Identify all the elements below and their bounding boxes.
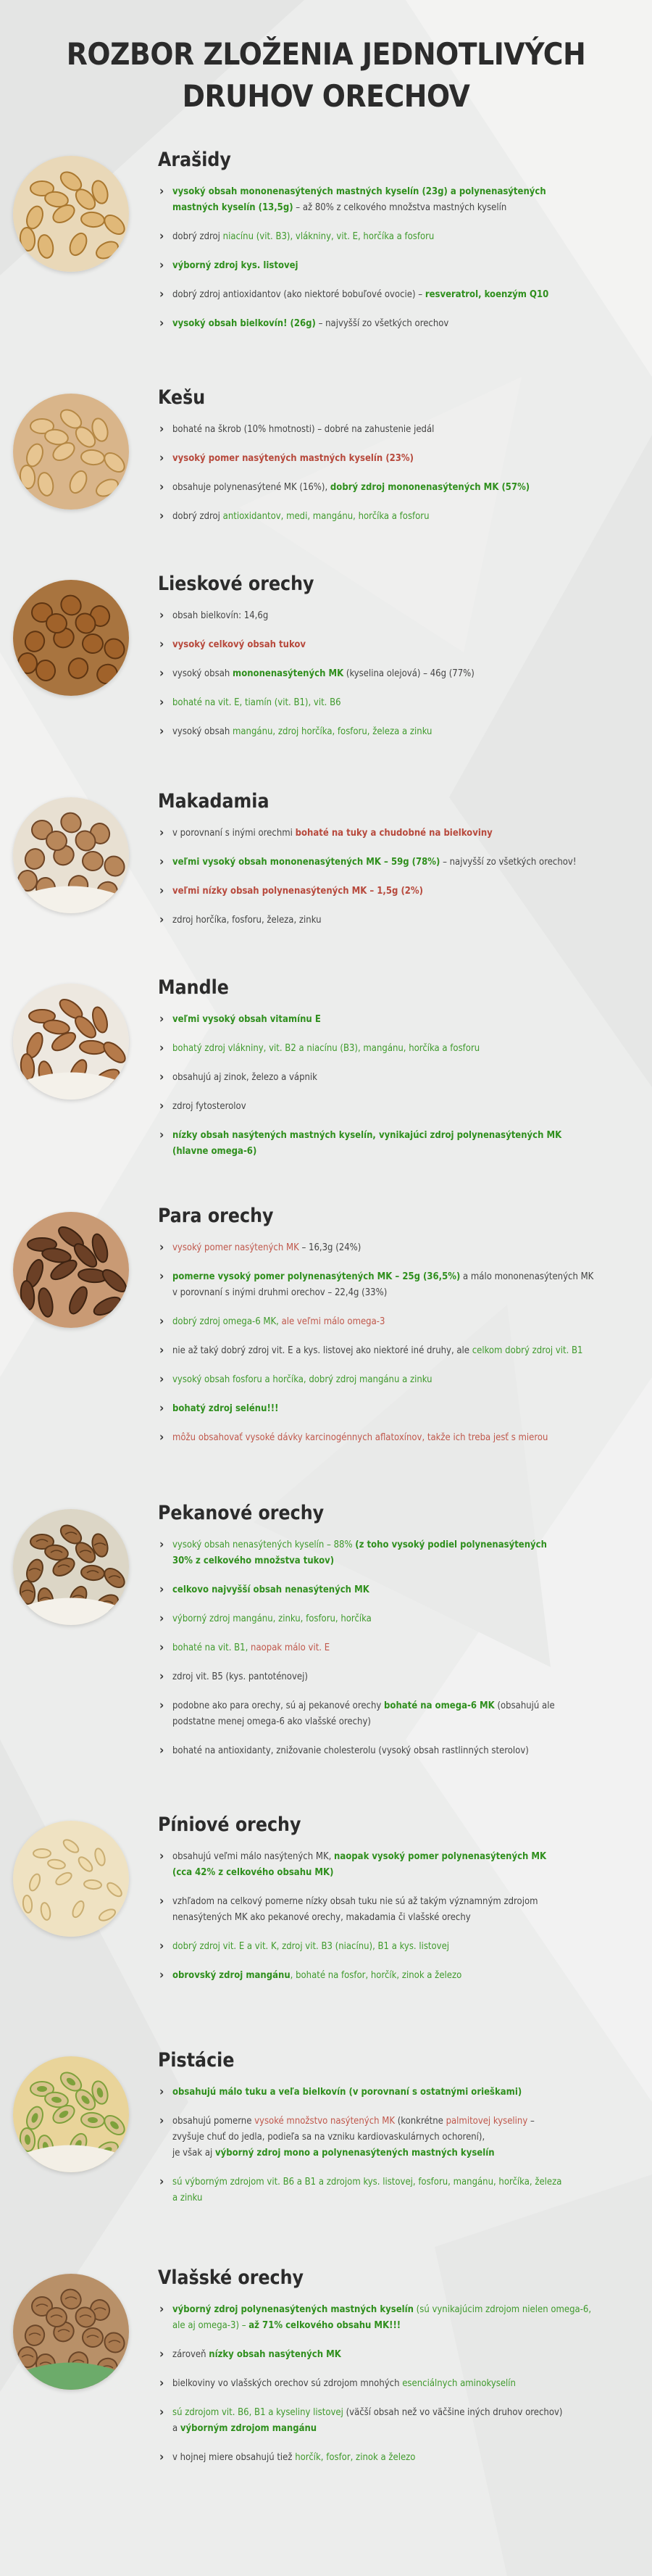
text-segment: je však aj xyxy=(172,2148,215,2159)
text-segment: palmitovej kyseliny xyxy=(446,2116,528,2127)
list-item xyxy=(158,509,651,525)
text-segment: dobrý zdroj vit. E a vit. K, zdroj vit. B3 (niacínu), B1 a kys. listovej xyxy=(172,1941,450,1952)
list-item xyxy=(158,2405,651,2421)
list-item xyxy=(158,1582,651,1598)
kesu-image xyxy=(13,394,129,510)
list-item xyxy=(158,724,651,740)
text-segment: vysoký pomer nasýtených MK xyxy=(172,1242,299,1253)
list-item xyxy=(158,1640,651,1656)
list-item xyxy=(158,1285,651,1301)
list-item xyxy=(158,1240,651,1256)
text-segment: (väčší obsah než vo väčšine iných druhov orechov) xyxy=(343,2407,563,2418)
list-item xyxy=(158,2190,651,2206)
text-segment: – až 80% z celkového množstva mastných kyselín xyxy=(293,202,507,213)
text-segment: esenciálnych aminokyselín xyxy=(402,2378,516,2389)
mandle-list xyxy=(158,1012,636,1161)
makadamia-image xyxy=(13,797,129,913)
text-segment: dobrý zdroj omega-6 MK, xyxy=(172,1316,282,1327)
list-item xyxy=(158,1372,651,1388)
list-item xyxy=(158,480,651,496)
text-segment: nie až taký dobrý zdroj vit. E a kys. listovej ako niektoré iné druhy, ale xyxy=(172,1345,472,1356)
list-item xyxy=(158,1865,651,1881)
text-segment: bohaté na vit. B1, xyxy=(172,1642,251,1653)
piniove-orechy-heading: Píniové orechy xyxy=(158,1813,301,1836)
text-segment: výborný zdroj mangánu, zinku, fosforu, horčíka xyxy=(172,1613,372,1624)
list-item xyxy=(158,1537,651,1553)
list-item xyxy=(158,451,651,467)
pekanove-orechy-list xyxy=(158,1537,636,1761)
text-segment: obsahuje polynenasýtené MK (16%), xyxy=(172,482,330,493)
mandle-heading: Mandle xyxy=(158,976,229,999)
list-item xyxy=(158,1910,651,1926)
pekanove-orechy-heading: Pekanové orechy xyxy=(158,1502,325,1524)
text-segment: bielkoviny vo vlašských orechov sú zdrojom mnohých xyxy=(172,2378,403,2389)
pistacie-image xyxy=(13,2056,129,2172)
text-segment: nenasýtených MK ako pekanové orechy, makadamia či vlašské orechy xyxy=(172,1912,471,1923)
text-segment: veľmi vysoký obsah mononenasýtených MK – 59g (78%) xyxy=(172,857,440,868)
text-segment: mononenasýtených MK xyxy=(233,668,344,679)
para-orechy-image xyxy=(13,1212,129,1328)
text-segment: dobrý zdroj xyxy=(172,511,223,522)
list-item xyxy=(158,229,651,245)
text-segment: výborný zdroj kys. listovej xyxy=(172,260,298,271)
text-segment: vysoký pomer nasýtených mastných kyselín (23%) xyxy=(172,453,414,464)
text-segment: až 71% celkového obsahu MK!!! xyxy=(248,2320,401,2331)
text-segment: – najvyšší zo všetkých orechov! xyxy=(440,857,577,868)
lieskove-orechy-image xyxy=(13,580,129,696)
text-segment: obsahujú pomerne xyxy=(172,2116,255,2127)
list-item xyxy=(158,2145,651,2161)
text-segment: vysoký obsah bielkovín! (26g) xyxy=(172,318,316,329)
list-item xyxy=(158,200,651,216)
piniove-orechy-image xyxy=(13,1821,129,1937)
text-segment: (hlavne omega-6) xyxy=(172,1146,257,1157)
text-segment: – 16,3g (24%) xyxy=(298,1242,361,1253)
list-item xyxy=(158,884,651,899)
list-item xyxy=(158,316,651,332)
vlasske-orechy-heading: Vlašské orechy xyxy=(158,2267,304,2289)
text-segment: mastných kyselín (13,5g) xyxy=(172,202,293,213)
text-segment: bohaté na tuky a chudobné na bielkoviny xyxy=(295,828,493,839)
pistacie-heading: Pistácie xyxy=(158,2049,235,2072)
text-segment: dobrý zdroj antioxidantov (ako niektoré bobuľové ovocie) – xyxy=(172,289,425,300)
text-segment: vysoký obsah xyxy=(172,668,233,679)
text-segment: resveratrol, koenzým Q10 xyxy=(425,289,549,300)
text-segment: a xyxy=(172,2423,180,2434)
text-segment: bohaté na škrob (10% hmotnosti) – dobré na zahustenie jedál xyxy=(172,424,435,435)
text-segment: niacínu (vit. B3), vlákniny, vit. E, horčíka a fosforu xyxy=(222,231,435,242)
text-segment: bohaté na antioxidanty, znižovanie cholesterolu (vysoký obsah rastlinných sterolov) xyxy=(172,1745,529,1756)
text-segment: (sú vynikajúcim zdrojom nielen omega-6, xyxy=(413,2304,592,2315)
para-orechy-list xyxy=(158,1240,636,1447)
text-segment: podstatne menej omega-6 ako vlašské orechy) xyxy=(172,1716,371,1727)
list-item xyxy=(158,1849,651,1865)
text-segment: veľmi nízky obsah polynenasýtených MK – 1,5g (2%) xyxy=(172,886,423,897)
list-item xyxy=(158,1269,651,1285)
list-item xyxy=(158,184,651,200)
text-segment: 30% z celkového množstva tukov) xyxy=(172,1555,335,1566)
text-segment: bohatý zdroj vlákniny, vit. B2 a niacínu (B3), mangánu, horčíka a fosforu xyxy=(172,1043,480,1054)
text-segment: výborný zdroj polynenasýtených mastných kyselín xyxy=(172,2304,414,2315)
list-item xyxy=(158,258,651,274)
title-line-2: DRUHOV ORECHOV xyxy=(182,78,470,114)
mandle-image xyxy=(13,984,129,1100)
pekanove-orechy-image xyxy=(13,1509,129,1625)
text-segment: vysoký obsah mononenasýtených mastných kyselín (23g) a polynenasýtených xyxy=(172,186,546,197)
list-item xyxy=(158,2114,651,2130)
text-segment: a málo mononenasýtených MK xyxy=(460,1271,594,1282)
lieskove-orechy-heading: Lieskové orechy xyxy=(158,573,314,595)
page-title xyxy=(33,33,619,117)
text-segment: ale veľmi málo omega-3 xyxy=(281,1316,385,1327)
text-segment: bohaté na vit. E, tiamín (vit. B1), vit. B6 xyxy=(172,697,341,708)
para-orechy-heading: Para orechy xyxy=(158,1205,274,1227)
text-segment: výborným zdrojom mangánu xyxy=(180,2423,317,2434)
text-segment: v porovnaní s inými orechmi xyxy=(172,828,296,839)
text-segment: – xyxy=(527,2116,535,2127)
list-item xyxy=(158,1553,651,1569)
list-item xyxy=(158,1343,651,1359)
text-segment: vysoký obsah fosforu a horčíka, dobrý zdroj mangánu a zinku xyxy=(172,1374,432,1385)
text-segment: , bohaté na fosfor, horčík, zinok a železo xyxy=(290,1970,462,1981)
text-segment: naopak málo vit. E xyxy=(251,1642,330,1653)
text-segment: nízky obsah nasýtených mastných kyselín, vynikajúci zdroj polynenasýtených MK xyxy=(172,1130,562,1141)
text-segment: obsahujú veľmi málo nasýtených MK, xyxy=(172,1851,335,1862)
list-item xyxy=(158,1041,651,1057)
text-segment: dobrý zdroj xyxy=(172,231,223,242)
text-segment: obrovský zdroj mangánu xyxy=(172,1970,291,1981)
list-item xyxy=(158,1714,651,1730)
list-item xyxy=(158,2318,651,2334)
list-item xyxy=(158,1698,651,1714)
list-item xyxy=(158,1430,651,1446)
text-segment: (z toho vysoký podiel polynenasýtených xyxy=(355,1540,547,1550)
list-item xyxy=(158,422,651,438)
piniove-orechy-list xyxy=(158,1849,636,1985)
text-segment: vysoký celkový obsah tukov xyxy=(172,639,306,650)
list-item xyxy=(158,1128,651,1144)
text-segment: (konkrétne xyxy=(395,2116,446,2127)
list-item xyxy=(158,2174,651,2190)
text-segment: (kyselina olejová) – 46g (77%) xyxy=(343,668,475,679)
text-segment: naopak vysoký pomer polynenasýtených MK xyxy=(334,1851,547,1862)
text-segment: vzhľadom na celkový pomerne nízky obsah tuku nie sú až takým významným zdrojom xyxy=(172,1896,538,1907)
list-item xyxy=(158,2085,651,2101)
text-segment: (cca 42% z celkového obsahu MK) xyxy=(172,1867,334,1878)
list-item xyxy=(158,826,651,842)
arasidy-heading: Arašidy xyxy=(158,149,231,171)
list-item xyxy=(158,2347,651,2363)
text-segment: vysoký obsah nenasýtených kyselín – 88% xyxy=(172,1540,356,1550)
list-item xyxy=(158,637,651,653)
text-segment: veľmi vysoký obsah vitamínu E xyxy=(172,1014,321,1025)
text-segment: antioxidantov, medi, mangánu, horčíka a fosforu xyxy=(222,511,430,522)
list-item xyxy=(158,1070,651,1086)
text-segment: ale aj omega-3) – xyxy=(172,2320,249,2331)
text-segment: sú zdrojom vit. B6, B1 a kyseliny listovej xyxy=(172,2407,343,2418)
text-segment: vysoký obsah xyxy=(172,726,233,737)
list-item xyxy=(158,1012,651,1028)
list-item xyxy=(158,1968,651,1984)
list-item xyxy=(158,2376,651,2392)
list-item xyxy=(158,1611,651,1627)
list-item xyxy=(158,1401,651,1417)
text-segment: dobrý zdroj mononenasýtených MK (57%) xyxy=(330,482,530,493)
list-item xyxy=(158,2421,651,2437)
list-item xyxy=(158,1743,651,1759)
text-segment: celkovo najvyšší obsah nenasýtených MK xyxy=(172,1584,369,1595)
arasidy-list xyxy=(158,184,636,333)
text-segment: nízky obsah nasýtených MK xyxy=(209,2349,341,2360)
list-item xyxy=(158,1099,651,1115)
text-segment: výborný zdroj mono a polynenasýtených mastných kyselín xyxy=(214,2148,495,2159)
text-segment: podobne ako para orechy, sú aj pekanové orechy xyxy=(172,1700,385,1711)
text-segment: pomerne vysoký pomer polynenasýtených MK – 25g (36,5%) xyxy=(172,1271,461,1282)
text-segment: môžu obsahovať vysoké dávky karcinogénnych aflatoxínov, takže ich treba jesť s mierou xyxy=(172,1432,548,1443)
lieskove-orechy-list xyxy=(158,608,636,741)
list-item xyxy=(158,1894,651,1910)
text-segment: zároveň xyxy=(172,2349,209,2360)
list-item xyxy=(158,287,651,303)
text-segment: v hojnej miere obsahujú tiež xyxy=(172,2452,296,2463)
text-segment: – najvyšší zo všetkých orechov xyxy=(315,318,449,329)
list-item xyxy=(158,2130,651,2145)
text-segment: (obsahujú ale xyxy=(494,1700,555,1711)
text-segment: zdroj fytosterolov xyxy=(172,1101,246,1112)
text-segment: v porovnaní s inými druhmi orechov – 22,4g (33%) xyxy=(172,1287,388,1298)
text-segment: vysoké množstvo nasýtených MK xyxy=(254,2116,396,2127)
text-segment: horčík, fosfor, zinok a železo xyxy=(295,2452,416,2463)
list-item xyxy=(158,1939,651,1955)
text-segment: celkom dobrý zdroj vit. B1 xyxy=(472,1345,583,1356)
list-item xyxy=(158,695,651,711)
list-item xyxy=(158,608,651,624)
list-item xyxy=(158,666,651,682)
text-segment: bohaté na omega-6 MK xyxy=(384,1700,495,1711)
text-segment: zdroj horčíka, fosforu, železa, zinku xyxy=(172,915,322,926)
text-segment: bohatý zdroj selénu!!! xyxy=(172,1403,279,1414)
vlasske-orechy-image xyxy=(13,2274,129,2390)
arasidy-image xyxy=(13,156,129,272)
makadamia-heading: Makadamia xyxy=(158,790,269,813)
list-item xyxy=(158,913,651,928)
makadamia-list xyxy=(158,826,636,930)
list-item xyxy=(158,855,651,871)
list-item xyxy=(158,1314,651,1330)
text-segment: a zinku xyxy=(172,2193,203,2203)
list-item xyxy=(158,2302,651,2318)
kesu-list xyxy=(158,422,636,526)
list-item xyxy=(158,2450,651,2466)
text-segment: mangánu, zdroj horčíka, fosforu, železa a zinku xyxy=(233,726,432,737)
text-segment: sú výborným zdrojom vit. B6 a B1 a zdrojom kys. listovej, fosforu, mangánu, horčíka, železa xyxy=(172,2177,562,2187)
title-line-1: ROZBOR ZLOŽENIA JEDNOTLIVÝCH xyxy=(66,36,586,72)
text-segment: zdroj vit. B5 (kys. pantoténovej) xyxy=(172,1671,308,1682)
pistacie-list xyxy=(158,2085,636,2208)
text-segment: obsah bielkovín: 14,6g xyxy=(172,610,269,621)
text-segment: obsahujú aj zinok, železo a vápnik xyxy=(172,1072,317,1083)
list-item xyxy=(158,1669,651,1685)
text-segment: zvyšuje chuť do jedla, podieľa sa na vzniku kardiovaskulárnych ochorení), xyxy=(172,2132,485,2143)
text-segment: obsahujú málo tuku a veľa bielkovín (v porovnaní s ostatnými orieškami) xyxy=(172,2087,522,2098)
kesu-heading: Kešu xyxy=(158,386,206,409)
list-item xyxy=(158,1144,651,1160)
vlasske-orechy-list xyxy=(158,2302,636,2467)
